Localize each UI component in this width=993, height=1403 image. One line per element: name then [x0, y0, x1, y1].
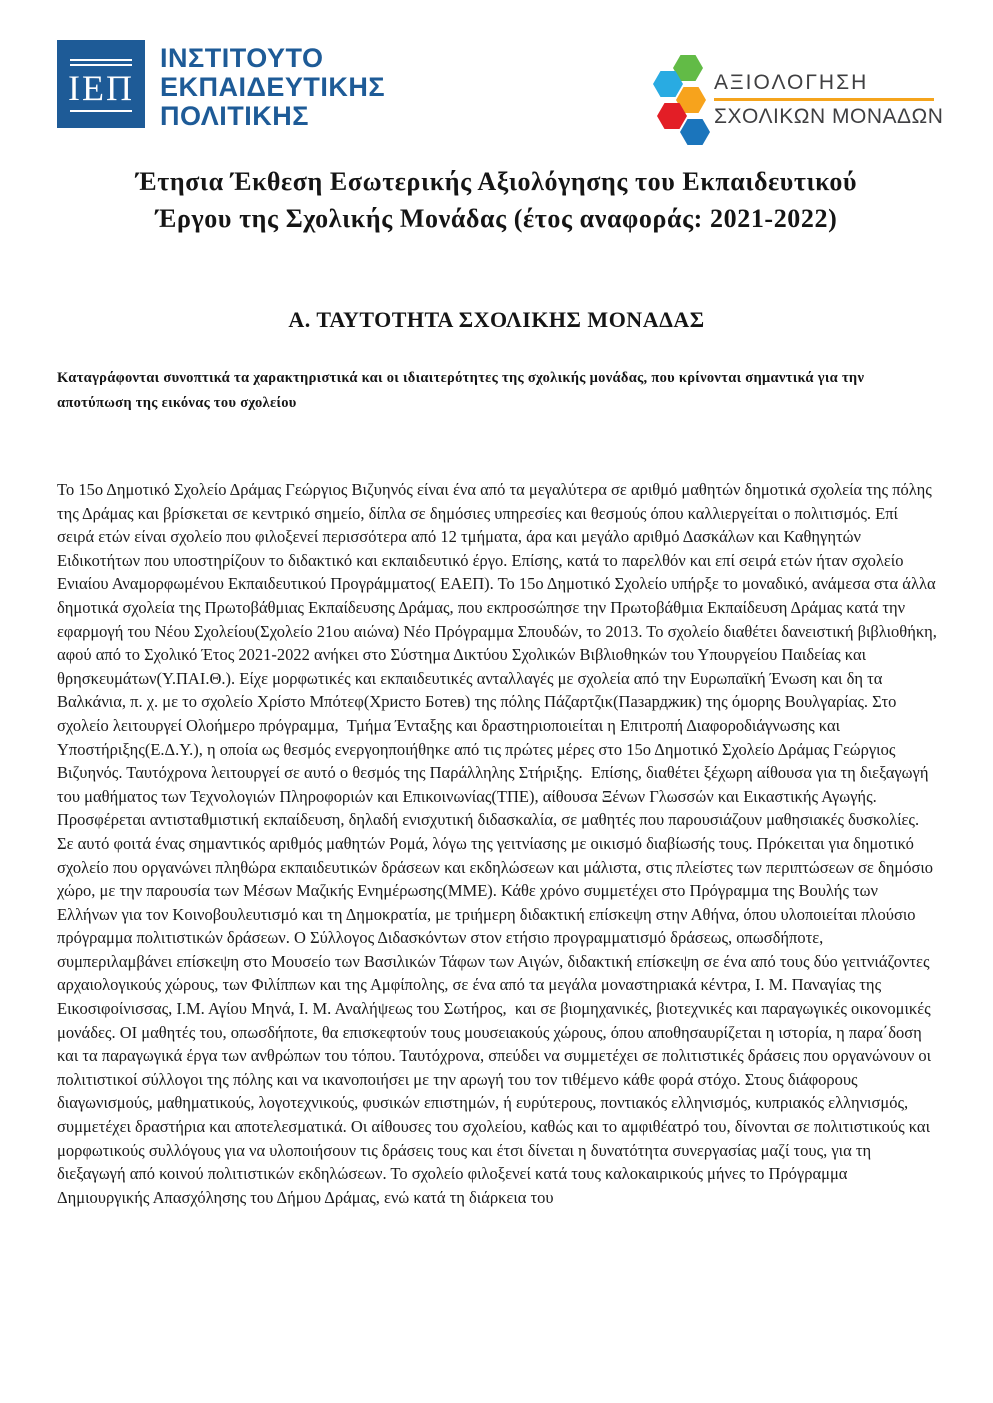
iep-logo-line: ΙΝΣΤΙΤΟΥΤΟ	[160, 43, 324, 73]
iep-logo-text	[160, 40, 385, 131]
iep-rule-bottom	[70, 110, 132, 112]
evaluation-logo-text	[714, 55, 943, 147]
page-header	[0, 0, 993, 163]
hexagon-blue-icon	[680, 119, 710, 145]
section-a-heading: Α. ΤΑΥΤΟΤΗΤΑ ΣΧΟΛΙΚΗΣ ΜΟΝΑΔΑΣ	[288, 307, 705, 332]
iep-logo-line: ΕΚΠΑΙΔΕΥΤΙΚΗΣ	[160, 72, 386, 102]
evaluation-logo-line2: ΣΧΟΛΙΚΩΝ ΜΟΝΑΔΩΝ	[714, 105, 944, 128]
iep-logo	[57, 40, 385, 131]
school-evaluation-logo	[650, 55, 943, 147]
iep-rule-top	[70, 64, 132, 66]
iep-acronym: ΙΕΠ	[68, 68, 134, 108]
report-title	[46, 163, 947, 237]
iep-logo-mark-icon	[57, 40, 145, 128]
school-identity-paragraph: Το 15ο Δημοτικό Σχολείο Δράμας Γεώργιος Βιζυηνός είναι ένα από τα μεγαλύτερα σε αριθμό μαθητών δημοτικά σχολεία της πόλης της Δράμας και βρίσκεται σε κεντρικό σημείο, δίπλα σε δημόσιες υπηρεσίες και θεσμούς όπου καλλιεργείται ο πολιτισμός. Επί σειρά ετών είναι σχολείο που φιλοξενεί περισσότερα από 12 τμήματα, άρα και μεγάλο αριθμό Δασκάλων και Καθηγητών Ειδικοτήτων που υποστηρίζουν το διδακτικό και εκπαιδευτικό έργο. Επίσης, κατά το παρελθόν και επί σειρά ετών ήταν σχολείο Ενιαίου Αναμορφωμένου Εκπαιδευτικού Προγράμματος( ΕΑΕΠ). Το 15ο Δημοτικό Σχολείο υπήρξε το μοναδικό, ανάμεσα στα άλλα δημοτικά σχολεία της Πρωτοβάθμιας Εκπαίδευσης Δράμας, που εκπροσώπησε την Πρωτοβάθμια Εκπαίδευση Δράμας κατά την εφαρμογή του Νέου Σχολείου(Σχολείο 21ου αιώνα) Νέο Πρόγραμμα Σπουδών, το 2013. Το σχολείο διαθέτει δανειστική βιβλιοθήκη, αφού από το Σχολικό Έτος 2021-2022 ανήκει στο Σύστημα Δικτύου Σχολικών Βιβλιοθηκών του Υπουργείου Παιδείας και θρησκευμάτων(Υ.ΠΑΙ.Θ.). Είχε μορφωτικές και εκπαιδευτικές ανταλλαγές με σχολεία από την Ευρωπαϊκή Ένωση και δη τα Βαλκάνια, π. χ. με το σχολείο Χρίστο Μπότεφ(Христо Ботев) της πόλης Πάζαρτζικ(Пазарджик) της όμορης Βουλγαρίας. Στο σχολείο λειτουργεί Ολοήμερο πρόγραμμα, Τμήμα Ένταξης και δραστηριοποιείται η Επιτροπή Διαφοροδιάγνωσης και Υποστήριξης(Ε.Δ.Υ.), η οποία ως θεσμός ενεργοηποιήθηκε από τις πρώτες μέρες στο 15ο Δημοτικό Σχολείο Δράμας Γεώργιος Βιζυηνός. Ταυτόχρονα λειτουργεί σε αυτό ο θεσμός της Παράλληλης Στήριξης. Επίσης, διαθέτει ξέχωρη αίθουσα για τη διεξαγωγή του μαθήματος των Τεχνολογιών Πληροφοριών και Επικοινωνίας(ΤΠΕ), αίθουσα Ξένων Γλωσσών και Εικαστικής Αγωγής. Προσφέρεται αντισταθμιστική εκπαίδευση, δηλαδή ενισχυτική διδασκαλία, σε μαθητές που παρουσιάζουν μαθησιακές δυσκολίες. Σε αυτό φοιτά ένας σημαντικός αριθμός μαθητών Ρομά, λόγω της γειτνίασης με οικισμό διαβίωσής τους. Πρόκειται για δημοτικό σχολείο που οργανώνει πληθώρα εκπαιδευτικών δράσεων και εκδηλώσεων και μάλιστα, στις πλείστες των περιπτώσεων σε δημόσιο χώρο, με την παρουσία των Μέσων Μαζικής Ενημέρωσης(ΜΜΕ). Κάθε χρόνο συμμετέχει στο Πρόγραμμα της Βουλής των Ελλήνων για τον Κοινοβουλευτισμό και τη Δημοκρατία, με τριήμερη διδακτική επίσκεψη στην Αθήνα, όπου υλοποιείται πλούσιο πρόγραμμα πολιτιστικών δράσεων. Ο Σύλλογος Διδασκόντων στον ετήσιο προγραμματισμό δράσεως, οπωσδήποτε, συμπεριλαμβάνει επίσκεψη στο Μουσείο των Βασιλικών Τάφων των Αιγών, διδακτική επίσκεψη σε ένα από τους δύο γειτνιάζοντες αρχαιολογικούς χώρους, των Φιλίππων και της Αμφίπολης, σε ένα από τα μεγάλα μοναστηριακά κέντρα, Ι. Μ. Παναγίας της Εικοσιφοίνισσας, Ι.Μ. Αγίου Μηνά, Ι. Μ. Αναλήψεως του Σωτήρος, και σε βιομηχανικές, βιοτεχνικές και παραγωγικές οικονομικές μονάδες. ΟΙ μαθητές του, οπωσδήποτε, θα επισκεφτούν τους μουσειακούς χώρους, όπου αποθησαυρίζεται η ιστορία, η παρα΄δοση και τα παραγωγικά έργα των ανθρώπων του τόπου. Ταυτόχρονα, σπεύδει να συμμετέχει σε πολιτιστικές δράσεις που οργανώνουν οι πολιτιστικοί σύλλογοι της πόλης και να ικανοποιήσει με την αρωγή του τον τιθέμενο κάθε φορά στόχο. Στους διάφορους διαγωνισμούς, μαθηματικούς, λογοτεχνικούς, φυσικών επιστημών, ή ευρύτερους, ποντιακός ελληνισμός, κυπριακός ελληνισμός, συμμετέχει δραστήρια και αποτελεσματικά. Οι αίθουσες του σχολείου, καθώς και το αμφιθέατρό του, δίνονται σε πολιτιστικούς και μορφωτικούς συλλόγους για να υλοποιήσουν τις δράσεις τους και έτσι δίνεται η δυνατότητα συνεργασίας μαζί τους, για τη διεξαγωγή από κοινού πολιτιστικών εκδηλώσεων. Το σχολείο φιλοξενεί κατά τους καλοκαιρικούς μήνες το Πρόγραμμα Δημιουργικής Απασχόλησης του Δήμου Δράμας, ενώ κατά τη διάρκεια του	[57, 480, 942, 1207]
evaluation-logo-line1: ΑΞΙΟΛΟΓΗΣΗ	[714, 71, 869, 94]
orange-underline	[714, 98, 934, 101]
report-title-line1: Έτησια Έκθεση Εσωτερικής Αξιολόγησης του Εκπαιδευτικού	[135, 167, 858, 196]
section-intro-text: Καταγράφονται συνοπτικά τα χαρακτηριστικά και οι ιδιαιτερότητες της σχολικής μονάδας, που κρίνονται σημαντικά για την αποτύπωση της εικόνας του σχολείου	[57, 370, 869, 411]
report-title-line2: Έργου της Σχολικής Μονάδας (έτος αναφοράς: 2021-2022)	[155, 204, 838, 233]
iep-logo-line: ΠΟΛΙΤΙΚΗΣ	[160, 101, 309, 131]
hexagon-cluster-icon	[650, 55, 712, 147]
